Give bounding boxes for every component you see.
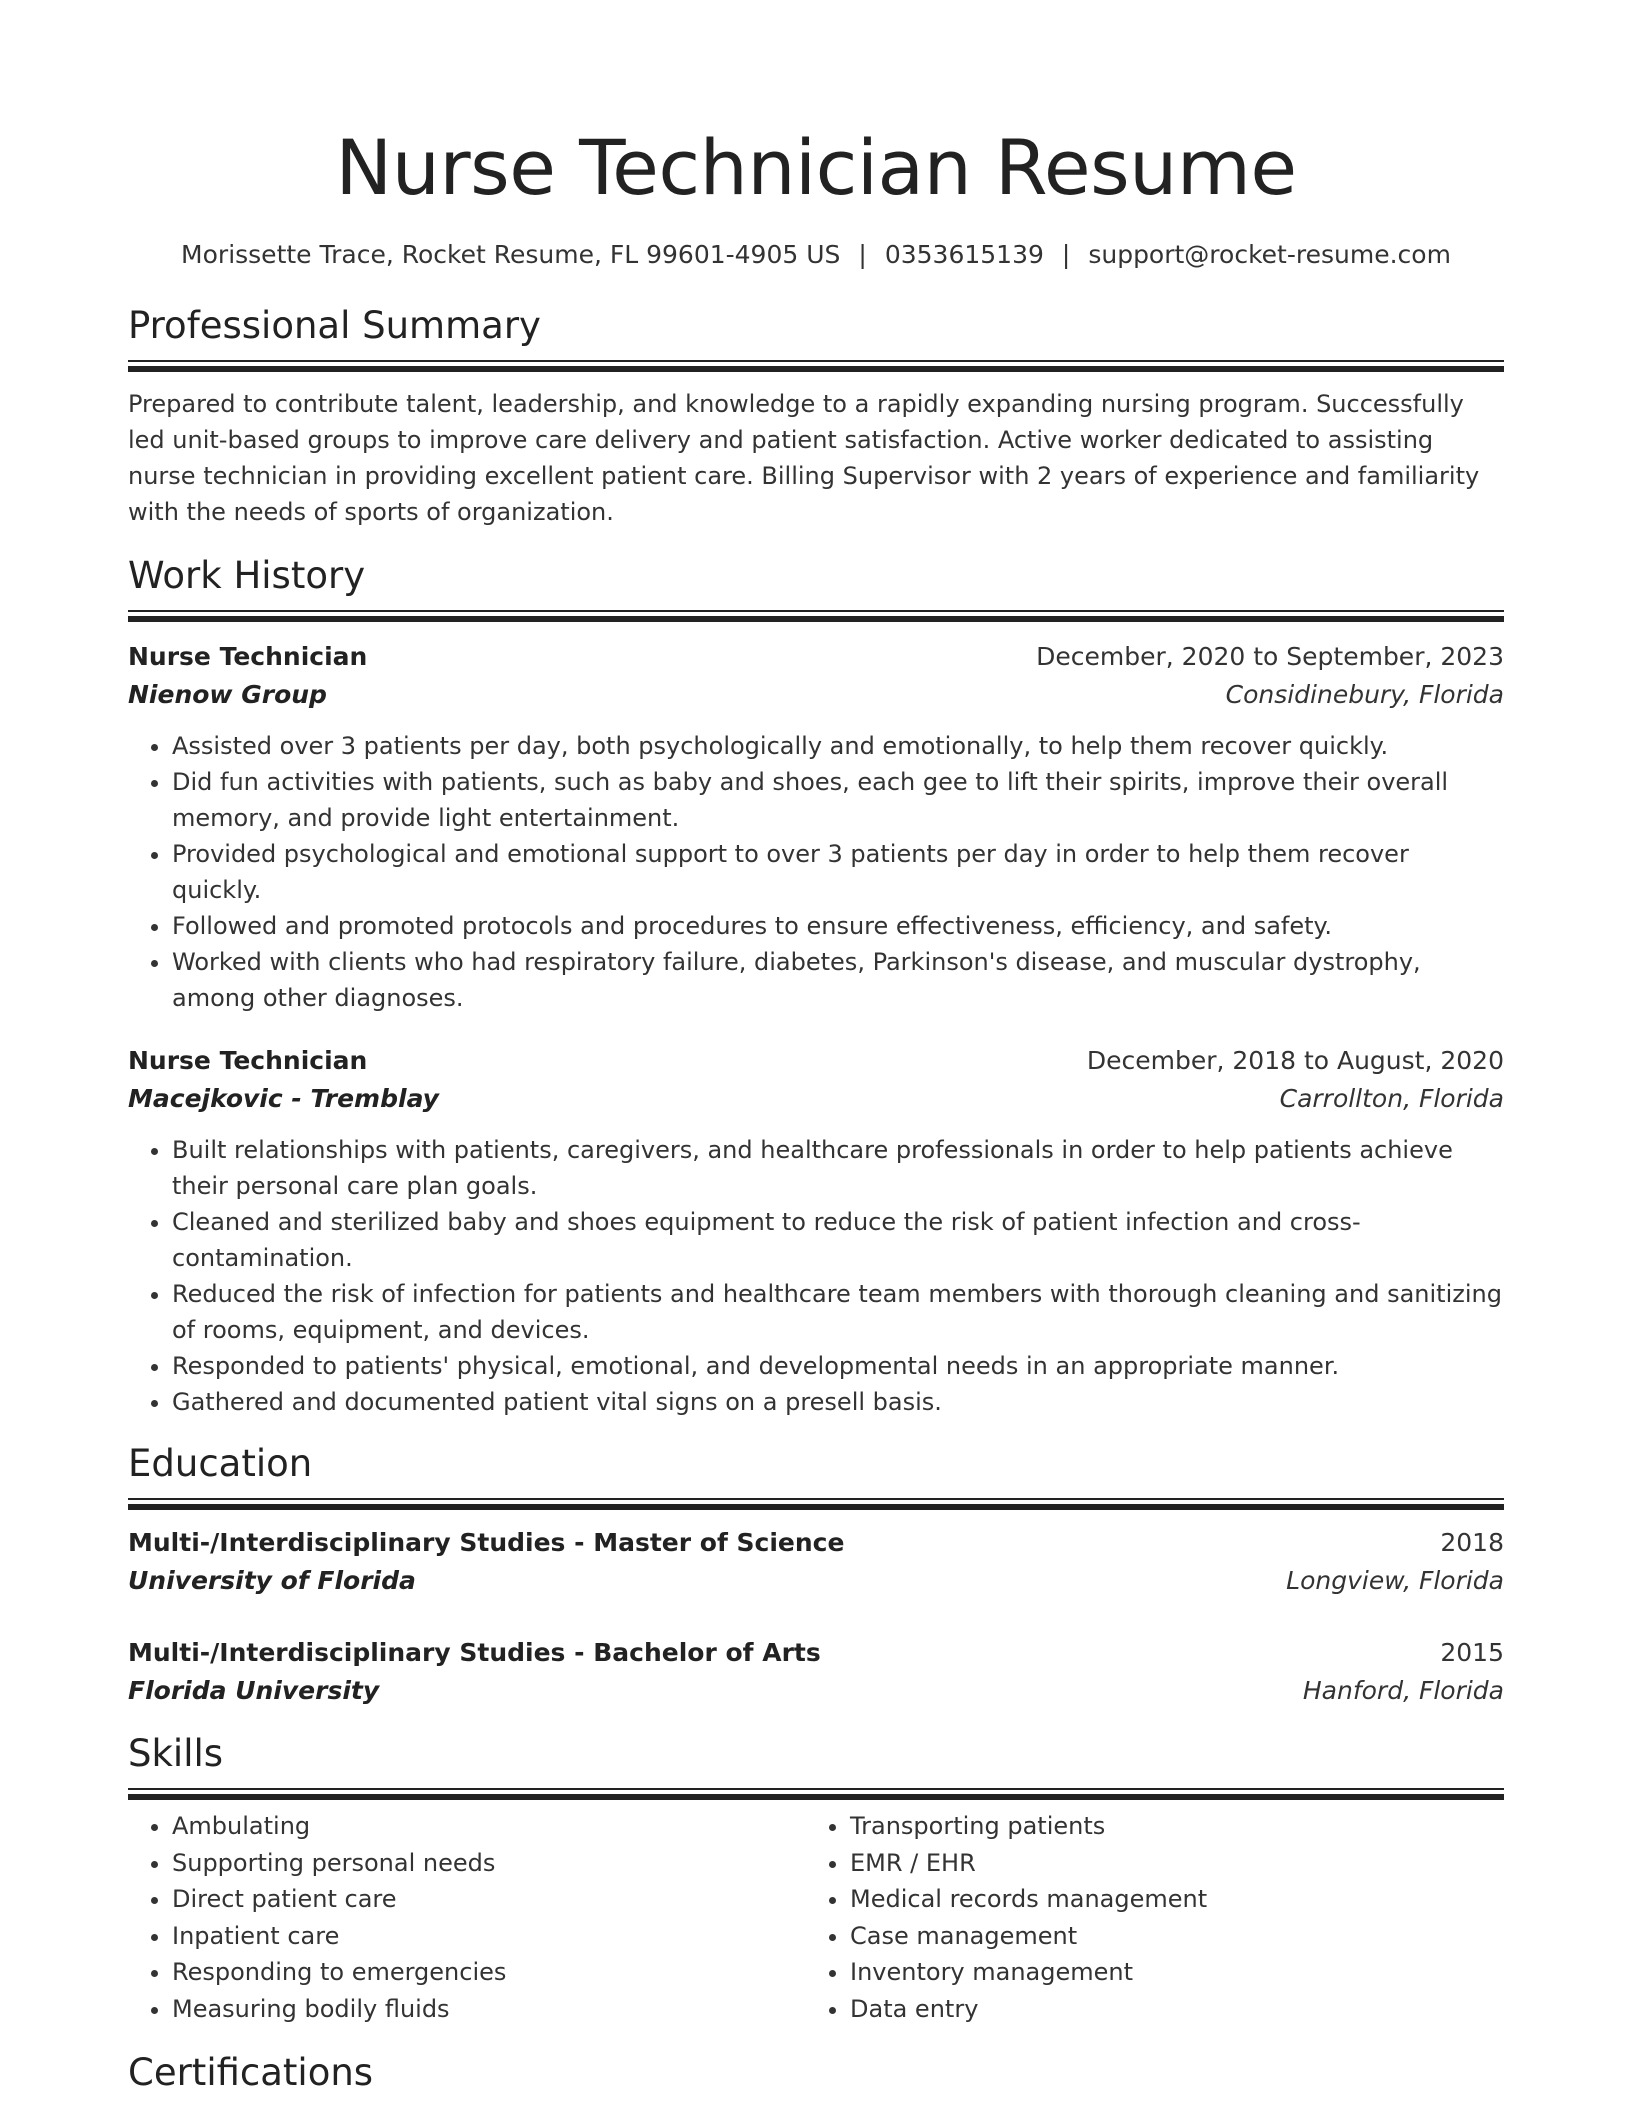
list-item: • Responding to emergencies [172,1954,806,1991]
education-school-row [128,1672,1504,1710]
job-entry [128,1042,1504,1420]
job-title: Nurse Technician [128,642,368,671]
education-degree: Multi-/Interdisciplinary Studies - Bachelor of Arts [128,1638,821,1667]
job-header-row [128,638,1504,676]
job-company: Macejkovic - Tremblay [128,1084,439,1113]
list-item: • Data entry [850,1991,1484,2028]
section-heading-certifications: Certifications [128,2051,374,2094]
work-history-section [128,552,1504,1420]
contact-email: support@rocket-resume.com [1088,240,1451,269]
section-heading-summary: Professional Summary [128,304,541,347]
education-year: 2018 [1440,1528,1504,1557]
section-divider [128,1788,1504,1802]
list-item: • Case management [850,1918,1484,1955]
summary-section [128,302,1504,530]
education-location: Longview, Florida [1286,1566,1504,1595]
list-item: • Inpatient care [172,1918,806,1955]
education-school-row [128,1562,1504,1600]
contact-separator: | [1061,240,1071,269]
summary-text: Prepared to contribute talent, leadership, and knowledge to a rapidly expanding nursing program. Successfully led unit-based groups to improve care delivery and patient satisfaction. Active worker dedicated to assisting nurse technician in providing excellent patient care. Billing Supervisor with 2 years of experience and familiarity with the needs of sports of organization. [128,390,1480,526]
resume-page [128,118,1504,2097]
job-dates: December, 2018 to August, 2020 [1086,1046,1504,1075]
list-item: • Followed and promoted protocols and procedures to ensure effectiveness, efficiency, and safety. [172,908,1504,944]
job-company-row [128,676,1504,714]
list-item: • Responded to patients' physical, emotional, and developmental needs in an appropriate manner. [172,1348,1504,1384]
skills-list-right [806,1808,1484,2027]
job-company-row [128,1080,1504,1118]
section-divider [128,610,1504,624]
job-company: Nienow Group [128,680,327,709]
list-item: • Assisted over 3 patients per day, both psychologically and emotionally, to help them recover quickly. [172,728,1504,764]
contact-separator: | [858,240,867,269]
education-location: Hanford, Florida [1302,1676,1504,1705]
list-item: • Transporting patients [850,1808,1484,1845]
section-divider [128,360,1504,374]
section-divider [128,1498,1504,1512]
skills-list-left [128,1808,806,2027]
education-section [128,1440,1504,1710]
education-entry [128,1634,1504,1710]
contact-phone: 0353615139 [884,240,1044,269]
education-school: University of Florida [128,1566,416,1595]
job-title: Nurse Technician [128,1046,368,1075]
list-item: • Reduced the risk of infection for patients and healthcare team members with thorough cleaning and sanitizing of rooms, equipment, and devices. [172,1276,1504,1348]
job-dates: December, 2020 to September, 2023 [1036,642,1504,671]
education-degree: Multi-/Interdisciplinary Studies - Master of Science [128,1528,845,1557]
list-item: • EMR / EHR [850,1845,1484,1882]
page-title: Nurse Technician Resume [335,123,1297,212]
job-duties-list [128,728,1504,1016]
list-item: • Provided psychological and emotional support to over 3 patients per day in order to help them recover quickly. [172,836,1504,908]
list-item: • Ambulating [172,1808,806,1845]
education-school: Florida University [128,1676,380,1705]
list-item: • Built relationships with patients, caregivers, and healthcare professionals in order to help patients achieve their personal care plan goals. [172,1132,1504,1204]
job-header-row [128,1042,1504,1080]
skills-columns [128,1808,1504,2027]
job-location: Carrollton, Florida [1279,1084,1504,1113]
section-heading-education: Education [128,1442,313,1485]
job-entry [128,638,1504,1016]
list-item: • Medical records management [850,1881,1484,1918]
education-degree-row [128,1634,1504,1672]
list-item: • Supporting personal needs [172,1845,806,1882]
list-item: • Measuring bodily fluids [172,1991,806,2028]
education-entry [128,1524,1504,1600]
contact-line [128,238,1504,272]
section-heading-work-history: Work History [128,554,366,597]
education-degree-row [128,1524,1504,1562]
list-item: • Gathered and documented patient vital signs on a presell basis. [172,1384,1504,1420]
certifications-section [128,2049,1504,2097]
list-item: • Direct patient care [172,1881,806,1918]
education-year: 2015 [1440,1638,1504,1667]
section-heading-skills: Skills [128,1732,224,1775]
list-item: • Cleaned and sterilized baby and shoes equipment to reduce the risk of patient infection and cross-contamination. [172,1204,1504,1276]
contact-address: Morissette Trace, Rocket Resume, FL 99601-4905 US [181,240,841,269]
list-item: • Inventory management [850,1954,1484,1991]
job-location: Considinebury, Florida [1225,680,1504,709]
skills-section [128,1730,1504,2027]
list-item: • Worked with clients who had respiratory failure, diabetes, Parkinson's disease, and muscular dystrophy, among other diagnoses. [172,944,1504,1016]
job-duties-list [128,1132,1504,1420]
list-item: • Did fun activities with patients, such as baby and shoes, each gee to lift their spirits, improve their overall memory, and provide light entertainment. [172,764,1504,836]
